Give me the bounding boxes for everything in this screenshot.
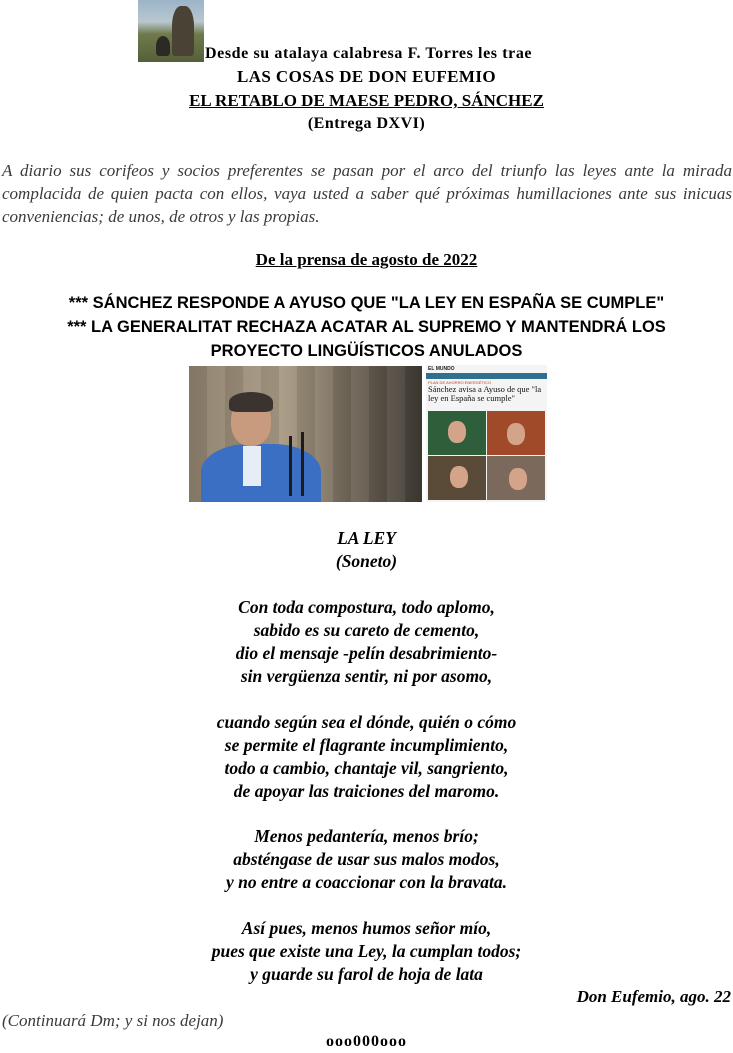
continuation-note: (Continuará Dm; y si nos dejan) — [2, 1011, 224, 1030]
article-title-text: EL RETABLO DE MAESE PEDRO, SÁNCHEZ — [189, 91, 544, 110]
clipping-masthead: EL MUNDO — [428, 366, 455, 372]
closing-mark: ooo000ooo — [326, 1033, 407, 1050]
poem-line: Con toda compostura, todo aplomo, — [238, 597, 495, 617]
headline-2: *** LA GENERALITAT RECHAZA ACATAR AL SUPREMO Y MANTENDRÁ LOS — [67, 318, 666, 336]
byline: Desde su atalaya calabresa F. Torres les trae — [205, 45, 533, 62]
poem-line: sabido es su careto de cemento, — [253, 620, 480, 640]
poem-line: Menos pedantería, menos brío; — [254, 826, 479, 846]
clipping-headline: Sánchez avisa a Ayuso de que "la ley en España se cumple" — [428, 384, 542, 403]
author-photo — [138, 0, 204, 62]
poem-line: sin vergüenza sentir, ni por asomo, — [240, 666, 493, 686]
rock-shape — [172, 6, 194, 56]
poem-line: dio el mensaje -pelín desabrimiento- — [235, 643, 498, 663]
poem-line: pues que existe una Ley, la cumplan todos; — [211, 941, 522, 961]
newspaper-clipping — [426, 365, 547, 502]
face-shape — [448, 421, 466, 443]
headline-3: PROYECTO LINGÜÍSTICOS ANULADOS — [210, 342, 523, 360]
person-silhouette — [156, 36, 170, 56]
clipping-photo-1 — [428, 411, 486, 455]
press-photo — [189, 366, 422, 502]
poem-line: se permite el flagrante incumplimiento, — [224, 735, 509, 755]
poem-line: y no entre a coaccionar con la bravata. — [226, 872, 507, 892]
intro-paragraph: A diario sus corifeos y socios preferentes se pasan por el arco del triunfo las leyes ante la mirada complacida de quien pacta con ellos, vaya usted a saber qué próximas humillaciones ante sus inicuas conveniencias; de unos, de otros y las propias. — [2, 161, 732, 226]
clipping-photo-2 — [487, 411, 545, 455]
clipping-photo-3 — [428, 456, 486, 500]
face-shape — [509, 468, 527, 490]
poem-line: y guarde su farol de hoja de lata — [250, 964, 483, 984]
face-shape — [507, 423, 525, 445]
installment-label: (Entrega DXVI) — [307, 115, 426, 132]
face-shape — [450, 466, 468, 488]
headline-1: *** SÁNCHEZ RESPONDE A AYUSO QUE "LA LEY EN ESPAÑA SE CUMPLE" — [68, 294, 665, 312]
photo-hair — [229, 392, 273, 412]
clipping-photo-4 — [487, 456, 545, 500]
poem-title: LA LEY — [337, 528, 396, 548]
article-title — [0, 91, 733, 111]
clipping-kicker: PLAN DE AHORRO ENERGÉTICO — [428, 380, 492, 385]
press-section-title-text: De la prensa de agosto de 2022 — [255, 250, 478, 269]
microphone-icon — [289, 436, 292, 496]
poem-line: Así pues, menos humos señor mío, — [241, 918, 492, 938]
poem-line: absténgase de usar sus malos modos, — [233, 849, 500, 869]
poem-subtitle: (Soneto) — [335, 551, 398, 571]
series-title: LAS COSAS DE DON EUFEMIO — [237, 67, 496, 86]
microphone-icon — [301, 432, 304, 496]
signature: Don Eufemio, ago. 22 — [576, 987, 731, 1006]
photo-shirt — [243, 446, 261, 486]
poem-line: todo a cambio, chantaje vil, sangriento, — [224, 758, 509, 778]
poem-line: de apoyar las traiciones del maromo. — [233, 781, 500, 801]
clipping-nav-bar — [426, 373, 547, 379]
poem-line: cuando según sea el dónde, quién o cómo — [216, 712, 517, 732]
press-section-title — [0, 250, 733, 270]
